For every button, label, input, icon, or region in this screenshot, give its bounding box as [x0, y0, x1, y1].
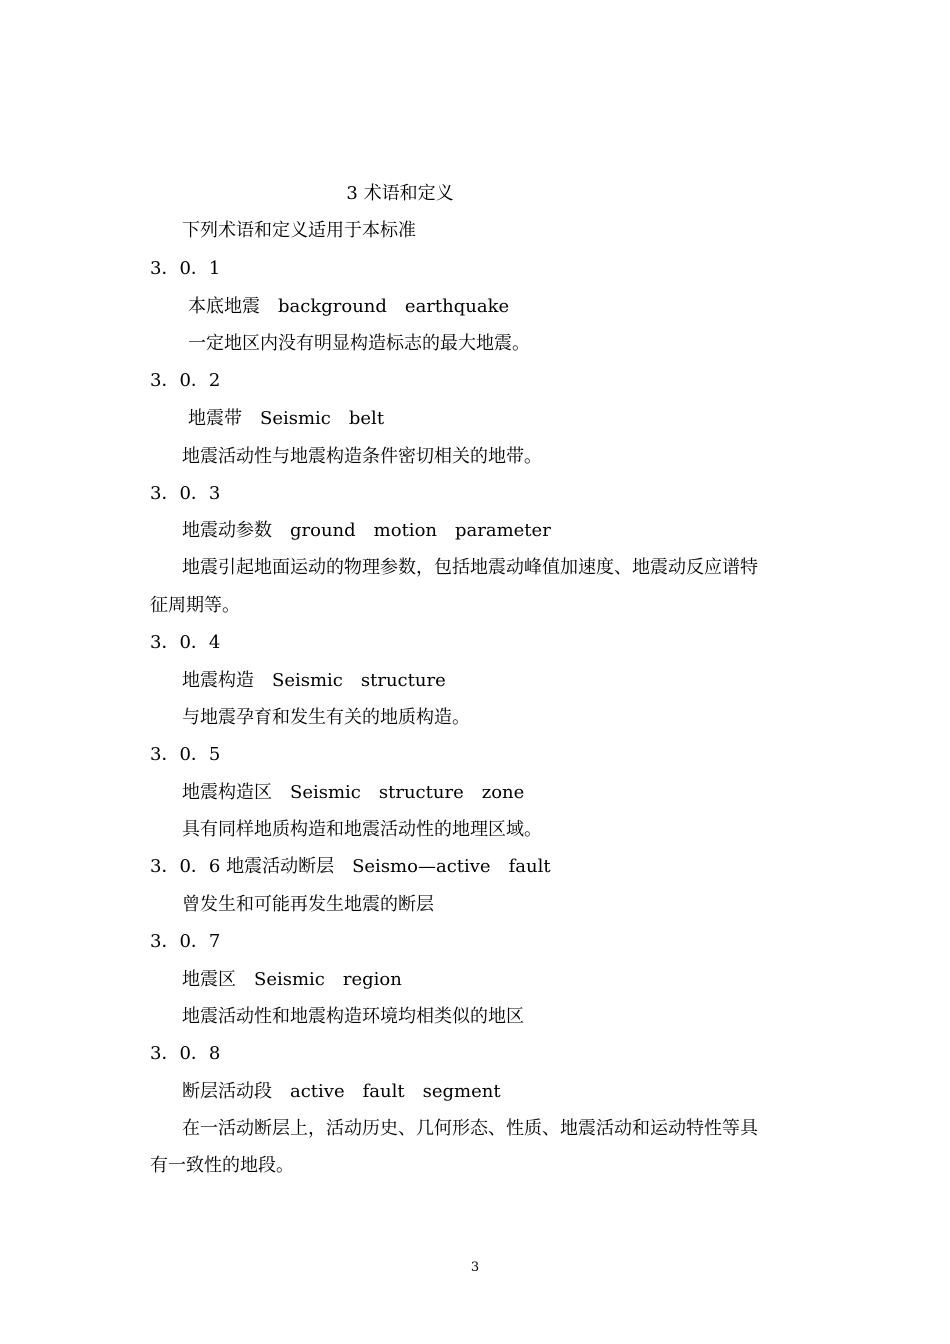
- clause-number: 3．0．1: [150, 258, 221, 279]
- term-definition: 曾发生和可能再发生地震的断层: [182, 894, 434, 915]
- clause-number: 3．0．4: [150, 632, 221, 653]
- term-definition: 具有同样地质构造和地震活动性的地理区域。: [182, 819, 542, 840]
- term-heading: 地震带 Seismic belt: [188, 408, 385, 429]
- term-definition: 在一活动断层上，活动历史、几何形态、性质、地震活动和运动特性等具: [182, 1118, 758, 1139]
- clause-number: 3．0．8: [150, 1043, 221, 1064]
- clause-number: 3．0．7: [150, 931, 221, 952]
- clause-number: 3．0．2: [150, 370, 221, 391]
- term-definition: 地震活动性和地震构造环境均相类似的地区: [182, 1006, 524, 1027]
- term-definition: 与地震孕育和发生有关的地质构造。: [182, 707, 470, 728]
- term-heading: 地震构造 Seismic structure: [182, 670, 446, 691]
- clause-number: 3．0．5: [150, 744, 221, 765]
- term-definition: 地震活动性与地震构造条件密切相关的地带。: [182, 446, 542, 467]
- term-definition: 地震引起地面运动的物理参数，包括地震动峰值加速度、地震动反应谱特: [182, 557, 758, 578]
- clause-number-with-term: 3．0．6 地震活动断层 Seismo—active fault: [150, 856, 551, 877]
- intro-text: 下列术语和定义适用于本标准: [182, 220, 416, 241]
- term-definition-continued: 征周期等。: [150, 595, 240, 616]
- term-heading: 地震区 Seismic region: [182, 969, 402, 990]
- section-title: 3 术语和定义: [346, 183, 454, 204]
- term-heading: 地震构造区 Seismic structure zone: [182, 782, 525, 803]
- clause-number: 3．0．3: [150, 483, 221, 504]
- term-heading: 断层活动段 active fault segment: [182, 1081, 501, 1102]
- term-heading: 地震动参数 ground motion parameter: [182, 520, 551, 541]
- page-number: 3: [470, 1260, 480, 1275]
- term-definition: 一定地区内没有明显构造标志的最大地震。: [188, 333, 530, 354]
- term-heading: 本底地震 background earthquake: [188, 296, 510, 317]
- term-definition-continued: 有一致性的地段。: [150, 1155, 294, 1176]
